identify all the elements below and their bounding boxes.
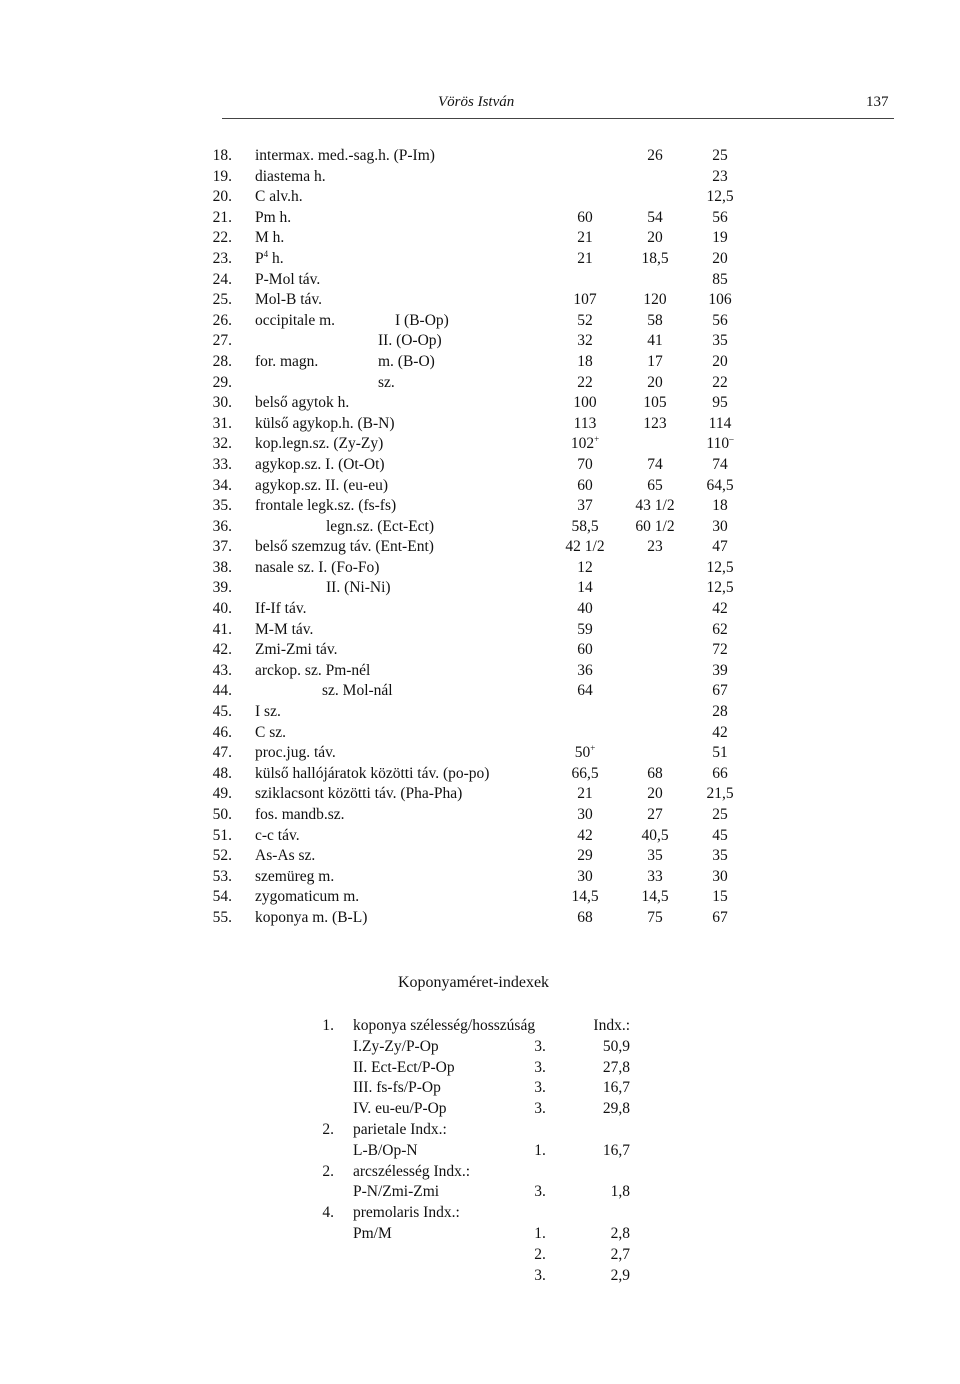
index-number: 2. [322,1120,334,1138]
index-row [0,1099,960,1120]
value-col-3: 20 [712,352,728,370]
value-col-3: 72 [712,641,728,659]
value-col-2: 20 [647,229,663,247]
measurement-row [0,764,960,785]
value-col-3: 35 [712,847,728,865]
value-col-1: 68 [577,908,593,926]
row-label: proc.jug. táv. [255,744,336,762]
row-number: 42. [212,641,232,659]
row-number: 53. [212,867,232,885]
index-label: II. Ect-Ect/P-Op [353,1058,455,1076]
value-col-3: 39 [712,661,728,679]
value-col-2: 14,5 [641,888,669,906]
value-col-2: 60 1/2 [635,517,675,535]
row-label: sziklacsont közötti táv. (Pha-Pha) [255,785,463,803]
index-label: arcszélesség Indx.: [353,1162,471,1180]
indices-title: Koponyaméret-indexek [398,974,550,991]
row-number: 24. [212,270,232,288]
row-label: P-Mol táv. [255,270,321,288]
row-label: intermax. med.-sag.h. (P-Im) [255,147,435,164]
row-sublabel: sz. [378,373,395,391]
index-label: koponya szélesség/hosszúság [353,1017,536,1034]
measurement-row [0,723,960,744]
value-col-1: 18 [577,352,593,370]
row-number: 38. [212,558,232,576]
value-col-1: 14 [577,579,593,597]
value-col-1: 59 [577,620,593,638]
row-label: nasale sz. I. (Fo-Fo) [255,558,380,576]
index-row [0,1245,960,1266]
value-col-2: 26 [647,147,663,164]
measurement-row [0,805,960,826]
measurement-row [0,640,960,661]
measurement-row [0,187,960,208]
row-number: 40. [212,600,232,618]
value-col-1: 12 [577,558,593,576]
value-col-1: 32 [577,332,593,350]
page-header [0,0,960,120]
value-col-2: 74 [647,455,663,473]
value-col-3: 23 [712,167,728,185]
value-col-1: 21 [577,785,593,803]
row-number: 20. [212,188,232,206]
row-label: belső szemzug táv. (Ent-Ent) [255,538,434,556]
row-label: zygomaticum m. [255,888,360,906]
value-col-1: 42 [577,826,593,844]
value-col-1: 60 [577,641,593,659]
row-label: occipitale m. [255,311,336,329]
row-number: 26. [212,311,232,329]
row-number: 27. [212,332,232,350]
value-col-3: 47 [712,538,728,556]
index-label: L-B/Op-N [353,1141,418,1159]
measurement-row [0,908,960,929]
index-label: P-N/Zmi-Zmi [353,1183,440,1201]
value-col-3: 18 [712,497,728,515]
index-row [0,1266,960,1287]
measurement-row [0,455,960,476]
row-number: 29. [212,373,232,391]
row-number: 31. [212,414,232,432]
measurement-row [0,167,960,188]
row-label: C alv.h. [255,188,303,206]
value-col-2: 40,5 [641,826,669,844]
row-number: 44. [212,682,232,700]
index-number: 2. [322,1162,334,1180]
index-label: premolaris Indx.: [353,1204,460,1222]
row-number: 36. [212,517,232,535]
row-label: Mol-B táv. [255,291,323,309]
value-col-3: 110– [706,434,734,453]
row-number: 41. [212,620,232,638]
measurement-row [0,681,960,702]
index-row [0,1182,960,1203]
index-label: Pm/M [353,1224,392,1242]
value-col-1: 52 [577,311,593,329]
measurement-row [0,826,960,847]
row-number: 50. [212,806,232,823]
value-col-1: 100 [573,394,597,412]
index-row [0,1162,960,1183]
row-number: 47. [212,744,232,762]
measurement-row [0,661,960,682]
value-col-3: 28 [712,703,728,721]
row-label: As-As sz. [255,847,316,865]
measurement-row [0,743,960,764]
index-order: 3. [534,1058,546,1076]
value-col-1: 50+ [574,743,596,762]
row-label: külső agykop.h. (B-N) [255,414,395,432]
value-col-2: 123 [643,414,667,432]
value-col-3: 12,5 [706,188,734,206]
value-col-1: 30 [577,806,593,823]
index-number: 4. [322,1204,334,1222]
index-order: 3. [534,1100,546,1118]
measurement-row [0,434,960,455]
index-label: I.Zy-Zy/P-Op [353,1037,439,1055]
value-col-3: 21,5 [706,785,734,803]
value-col-2: 68 [647,764,663,782]
value-col-3: 20 [712,249,728,267]
value-col-3: 74 [712,455,728,473]
value-col-1: 60 [577,208,593,226]
row-number: 21. [212,208,232,226]
value-col-1: 66,5 [571,764,599,782]
row-sublabel: sz. Mol-nál [322,682,393,700]
index-number: 1. [322,1017,334,1034]
value-col-3: 64,5 [706,476,734,494]
value-col-3: 56 [712,208,728,226]
index-row [0,1058,960,1079]
row-number: 48. [212,764,232,782]
index-row [0,1120,960,1141]
index-value: 16,7 [602,1141,630,1159]
value-col-1: 40 [577,600,593,618]
value-col-2: 18,5 [641,249,669,267]
measurement-row [0,270,960,291]
value-col-2: 20 [647,373,663,391]
index-row [0,1203,960,1224]
index-order: 2. [534,1245,546,1263]
row-label: szemüreg m. [255,867,335,885]
row-sublabel: m. (B-O) [378,352,435,370]
measurement-row [0,496,960,517]
row-sublabel: II. (Ni-Ni) [326,579,391,597]
index-row [0,1141,960,1162]
measurement-row [0,414,960,435]
row-number: 25. [212,291,232,309]
value-col-3: 30 [712,517,728,535]
measurement-row [0,537,960,558]
measurement-row [0,146,960,167]
value-col-3: 66 [712,764,728,782]
value-col-1: 21 [577,229,593,247]
value-col-3: 15 [712,888,728,906]
value-col-3: 12,5 [706,558,734,576]
value-col-2: 33 [647,867,663,885]
value-col-2: 105 [643,394,667,412]
measurement-row [0,867,960,888]
row-label: külső hallójáratok közötti táv. (po-po) [255,764,490,782]
measurement-row [0,249,960,270]
index-value: 2,8 [610,1224,630,1242]
value-col-3: 42 [712,600,728,618]
value-col-1: 102+ [570,434,600,453]
row-number: 52. [212,847,232,865]
index-order: 1. [534,1224,546,1242]
index-row [0,1037,960,1058]
value-col-2: 43 1/2 [635,497,675,515]
row-label: M h. [255,229,285,247]
row-number: 45. [212,703,232,721]
row-label: agykop.sz. I. (Ot-Ot) [255,455,385,473]
measurement-row [0,599,960,620]
row-label: kop.legn.sz. (Zy-Zy) [255,435,384,453]
value-col-2: 20 [647,785,663,803]
row-label: M-M táv. [255,620,314,638]
value-col-2: 65 [647,476,663,494]
row-label: for. magn. [255,352,319,370]
value-col-1: 37 [577,497,593,515]
row-label: belső agytok h. [255,394,350,412]
row-number: 46. [212,723,232,741]
index-value: 29,8 [602,1100,630,1118]
measurement-row [0,578,960,599]
row-number: 33. [212,455,232,473]
index-label: IV. eu-eu/P-Op [353,1100,447,1118]
measurement-row [0,702,960,723]
value-col-2: 54 [647,208,663,226]
row-sublabel: legn.sz. (Ect-Ect) [326,517,435,535]
index-label: parietale Indx.: [353,1120,447,1138]
measurement-row [0,784,960,805]
measurement-row [0,373,960,394]
row-label: c-c táv. [255,826,300,844]
value-col-1: 107 [573,291,597,309]
row-number: 55. [212,908,232,926]
value-col-2: 35 [647,847,663,865]
index-order: 3. [534,1079,546,1097]
indices-table [0,1016,960,1286]
row-number: 30. [212,394,232,412]
measurement-row [0,311,960,332]
measurement-row [0,352,960,373]
value-col-3: 95 [712,394,728,412]
value-col-3: 67 [712,682,728,700]
row-number: 18. [212,147,232,164]
value-col-3: 22 [712,373,728,391]
value-col-3: 42 [712,723,728,741]
index-value: 2,7 [610,1245,630,1263]
row-number: 22. [212,229,232,247]
value-col-1: 29 [577,847,593,865]
index-row [0,1016,960,1037]
value-col-3: 30 [712,867,728,885]
value-col-3: 12,5 [706,579,734,597]
value-col-3: 62 [712,620,728,638]
value-col-2: 41 [647,332,663,350]
value-col-3: 51 [712,744,728,762]
row-label: diastema h. [255,167,326,185]
value-col-1: 64 [577,682,593,700]
value-col-3: 67 [712,908,728,926]
value-col-1: 58,5 [571,517,599,535]
value-col-2: 17 [647,352,663,370]
row-label: koponya m. (B-L) [255,908,368,926]
index-value: Indx.: [593,1017,630,1034]
row-label: I sz. [255,703,281,721]
index-value: 16,7 [602,1079,630,1097]
measurement-row [0,620,960,641]
value-col-2: 120 [643,291,667,309]
value-col-1: 36 [577,661,593,679]
index-order: 1. [534,1141,546,1159]
value-col-1: 113 [573,414,597,432]
value-col-3: 45 [712,826,728,844]
index-order: 3. [534,1266,546,1284]
row-label: frontale legk.sz. (fs-fs) [255,497,397,515]
row-number: 39. [212,579,232,597]
row-label: Pm h. [255,208,292,226]
measurement-row [0,558,960,579]
row-label: arckop. sz. Pm-nél [255,661,371,679]
row-number: 37. [212,538,232,556]
measurement-row [0,846,960,867]
row-number: 19. [212,167,232,185]
running-head-author: Vörös István [438,94,515,110]
row-number: 23. [212,249,232,267]
measurement-row [0,331,960,352]
index-value: 1,8 [610,1183,630,1201]
row-number: 51. [212,826,232,844]
row-label: C sz. [255,723,286,741]
value-col-1: 70 [577,455,593,473]
value-col-1: 14,5 [571,888,599,906]
value-col-2: 27 [647,806,663,823]
row-number: 35. [212,497,232,515]
index-value: 50,9 [602,1037,630,1055]
row-label: Zmi-Zmi táv. [255,641,338,659]
value-col-3: 56 [712,311,728,329]
measurement-row [0,517,960,538]
value-col-3: 85 [712,270,728,288]
value-col-1: 60 [577,476,593,494]
value-col-3: 25 [712,147,728,164]
measurement-row [0,476,960,497]
index-value: 2,9 [610,1266,630,1284]
row-number: 34. [212,476,232,494]
measurement-row [0,208,960,229]
page-number: 137 [866,94,889,110]
index-value: 27,8 [602,1058,630,1076]
row-number: 49. [212,785,232,803]
index-row [0,1224,960,1245]
value-col-1: 21 [577,249,593,267]
row-label: fos. mandb.sz. [255,806,345,823]
measurement-row [0,887,960,908]
value-col-2: 58 [647,311,663,329]
row-label: agykop.sz. II. (eu-eu) [255,476,388,494]
row-number: 54. [212,888,232,906]
value-col-3: 25 [712,806,728,823]
value-col-2: 75 [647,908,663,926]
value-col-1: 30 [577,867,593,885]
index-label: III. fs-fs/P-Op [353,1079,441,1097]
header-rule [222,118,894,119]
value-col-2: 23 [647,538,663,556]
row-label: $P^4$ h. [255,248,284,267]
measurement-row [0,228,960,249]
row-sublabel: I (B-Op) [395,311,449,329]
value-col-3: 114 [708,414,732,432]
row-number: 28. [212,352,232,370]
row-number: 43. [212,661,232,679]
row-label: If-If táv. [255,600,307,618]
index-order: 3. [534,1183,546,1201]
value-col-3: 35 [712,332,728,350]
index-order: 3. [534,1037,546,1055]
row-number: 32. [212,435,232,453]
value-col-1: 42 1/2 [565,538,605,556]
value-col-3: 106 [708,291,732,309]
measurement-table [0,146,960,929]
measurement-row [0,393,960,414]
measurement-row [0,290,960,311]
value-col-1: 22 [577,373,593,391]
index-row [0,1078,960,1099]
row-sublabel: II. (O-Op) [378,332,442,350]
value-col-3: 19 [712,229,728,247]
